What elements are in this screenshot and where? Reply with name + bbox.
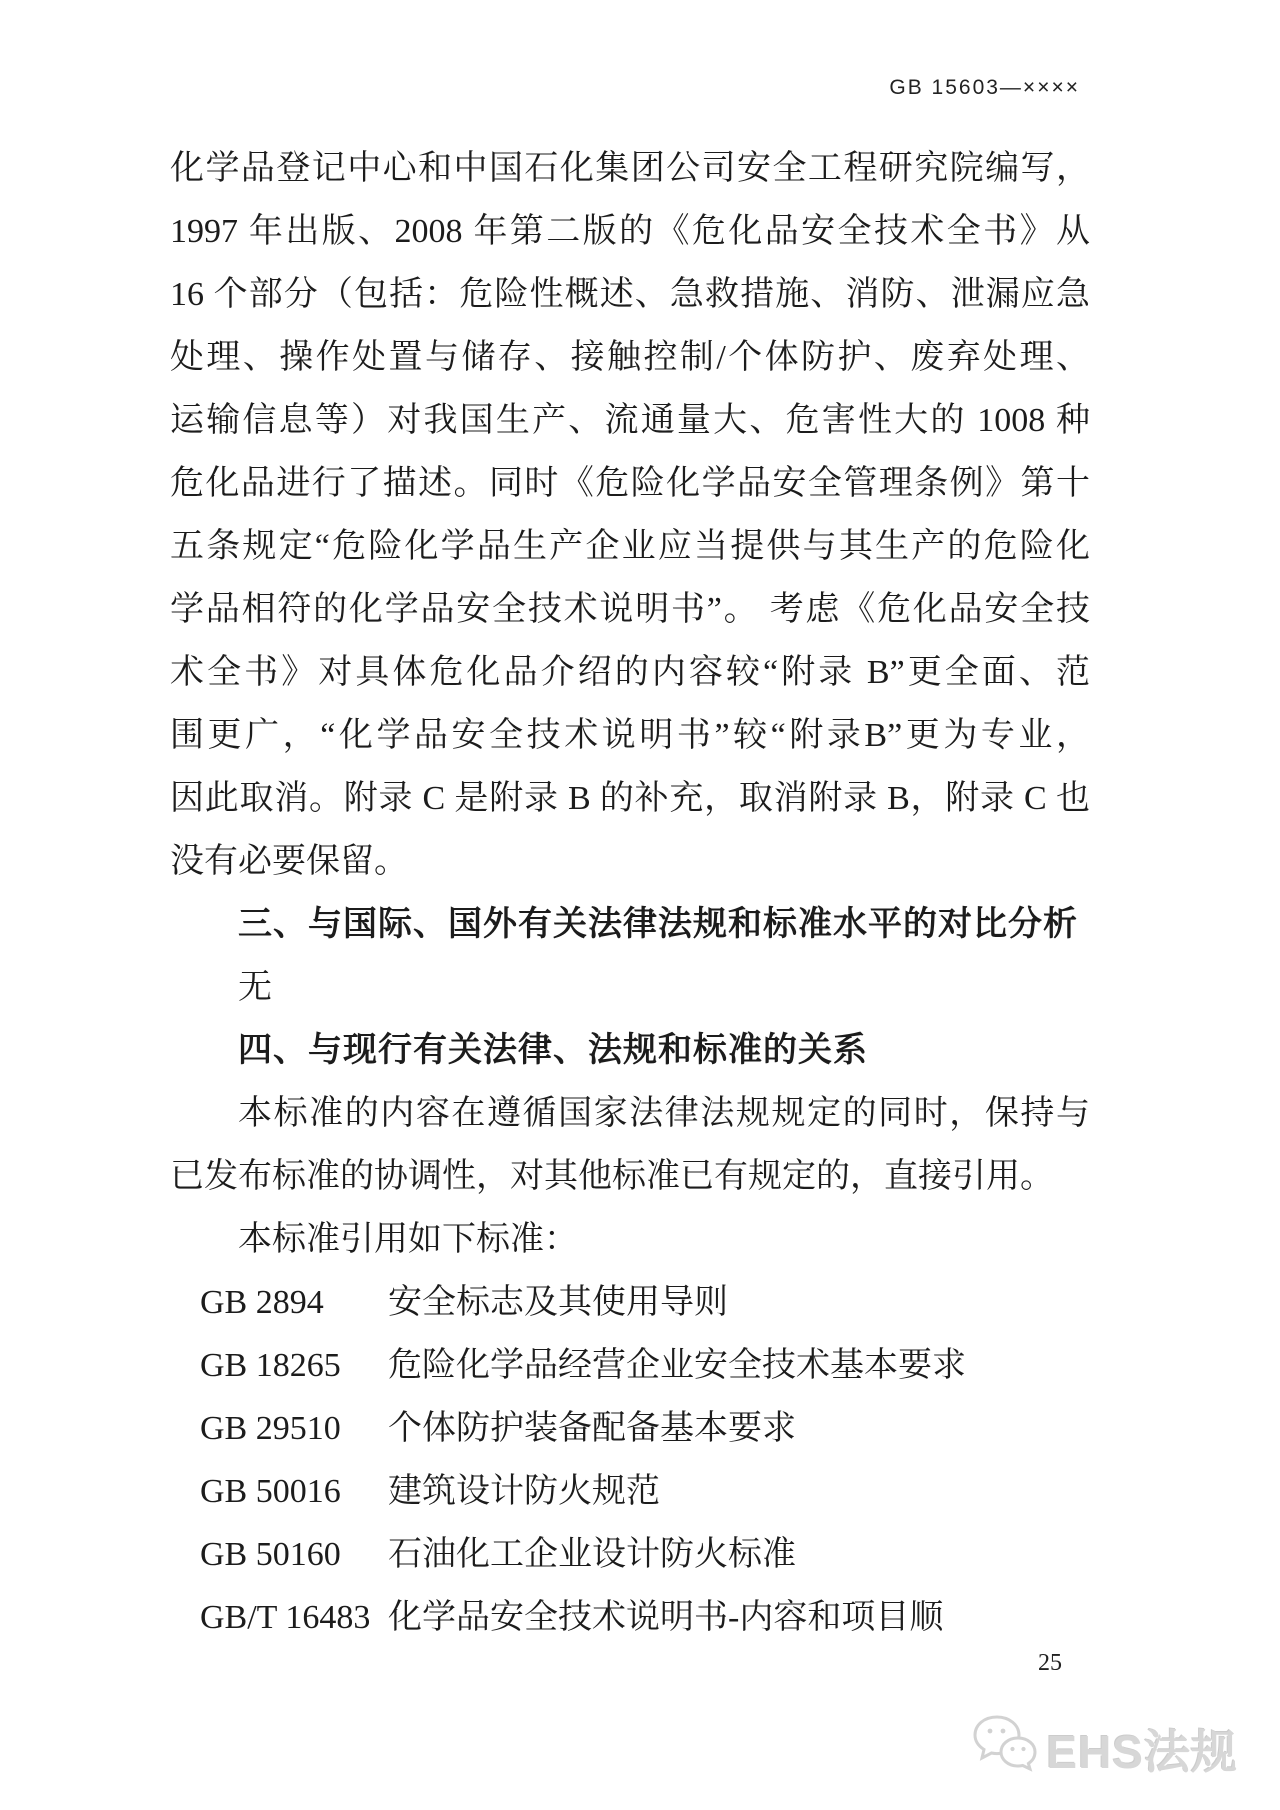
body-text-line: 处理、操作处置与储存、接触控制/个体防护、废弃处理、 [170, 339, 1090, 376]
body-text-line: 围更广，“化学品安全技术说明书”较“附录B”更为专业， [170, 717, 1090, 754]
standard-title: 石油化工企业设计防火标准 [388, 1536, 796, 1573]
standards-list [170, 1271, 1090, 1649]
page-number: 25 [1038, 1650, 1062, 1676]
section-heading-4: 四、与现行有关法律、法规和标准的关系 [238, 1031, 868, 1069]
standards-intro: 本标准引用如下标准： [238, 1221, 578, 1258]
paragraph-1 [170, 137, 1090, 893]
standard-item [170, 1334, 1090, 1397]
standard-item [170, 1523, 1090, 1586]
body-text-line: 没有必要保留。 [170, 843, 408, 880]
body-text-line: 五条规定“危险化学品生产企业应当提供与其生产的危险化 [170, 528, 1090, 565]
standard-title: 安全标志及其使用导则 [388, 1284, 728, 1321]
standard-title: 化学品安全技术说明书-内容和项目顺 [388, 1599, 944, 1636]
standard-code: GB 50016 [200, 1473, 341, 1510]
body-text-line: 化学品登记中心和中国石化集团公司安全工程研究院编写， [170, 150, 1090, 187]
standard-title: 危险化学品经营企业安全技术基本要求 [388, 1347, 966, 1384]
body-text-line: 学品相符的化学品安全技术说明书”。 考虑《危化品安全技 [170, 591, 1090, 628]
body-text-line: 已发布标准的协调性，对其他标准已有规定的，直接引用。 [170, 1158, 1054, 1195]
standard-item [170, 1397, 1090, 1460]
body-text-line: 16 个部分（包括：危险性概述、急救措施、消防、泄漏应急 [170, 276, 1090, 313]
standard-item [170, 1271, 1090, 1334]
standard-title: 建筑设计防火规范 [388, 1473, 660, 1510]
standard-code: GB/T 16483 [200, 1599, 371, 1636]
doc-code: GB 15603—×××× [889, 76, 1080, 99]
standard-item [170, 1586, 1090, 1649]
standard-code: GB 50160 [200, 1536, 341, 1573]
document-header [889, 76, 1080, 100]
standard-code: GB 18265 [200, 1347, 341, 1384]
body-text-line: 术全书》对具体危化品介绍的内容较“附录 B”更全面、范 [170, 654, 1090, 691]
standard-item [170, 1460, 1090, 1523]
section-heading-3: 三、与国际、国外有关法律法规和标准水平的对比分析 [238, 905, 1078, 943]
body-text-line: 运输信息等）对我国生产、流通量大、危害性大的 1008 种 [170, 402, 1090, 439]
watermark [970, 1712, 1238, 1785]
standard-code: GB 29510 [200, 1410, 341, 1447]
standard-code: GB 2894 [200, 1284, 324, 1321]
paragraph-2 [170, 1082, 1090, 1208]
body-text-line: 因此取消。附录 C 是附录 B 的补充，取消附录 B，附录 C 也 [170, 780, 1090, 817]
none-text: 无 [238, 969, 272, 1006]
body-text-line: 危化品进行了描述。同时《危险化学品安全管理条例》第十 [170, 465, 1090, 502]
body-text-line: 1997 年出版、2008 年第二版的《危化品安全技术全书》从 [170, 213, 1090, 250]
watermark-text: EHS法规 [1046, 1725, 1238, 1778]
document-body [170, 137, 1090, 1649]
wechat-chat-bubbles-icon [970, 1712, 1040, 1785]
standard-title: 个体防护装备配备基本要求 [388, 1410, 796, 1447]
body-text-line: 本标准的内容在遵循国家法律法规规定的同时，保持与 [238, 1095, 1090, 1132]
